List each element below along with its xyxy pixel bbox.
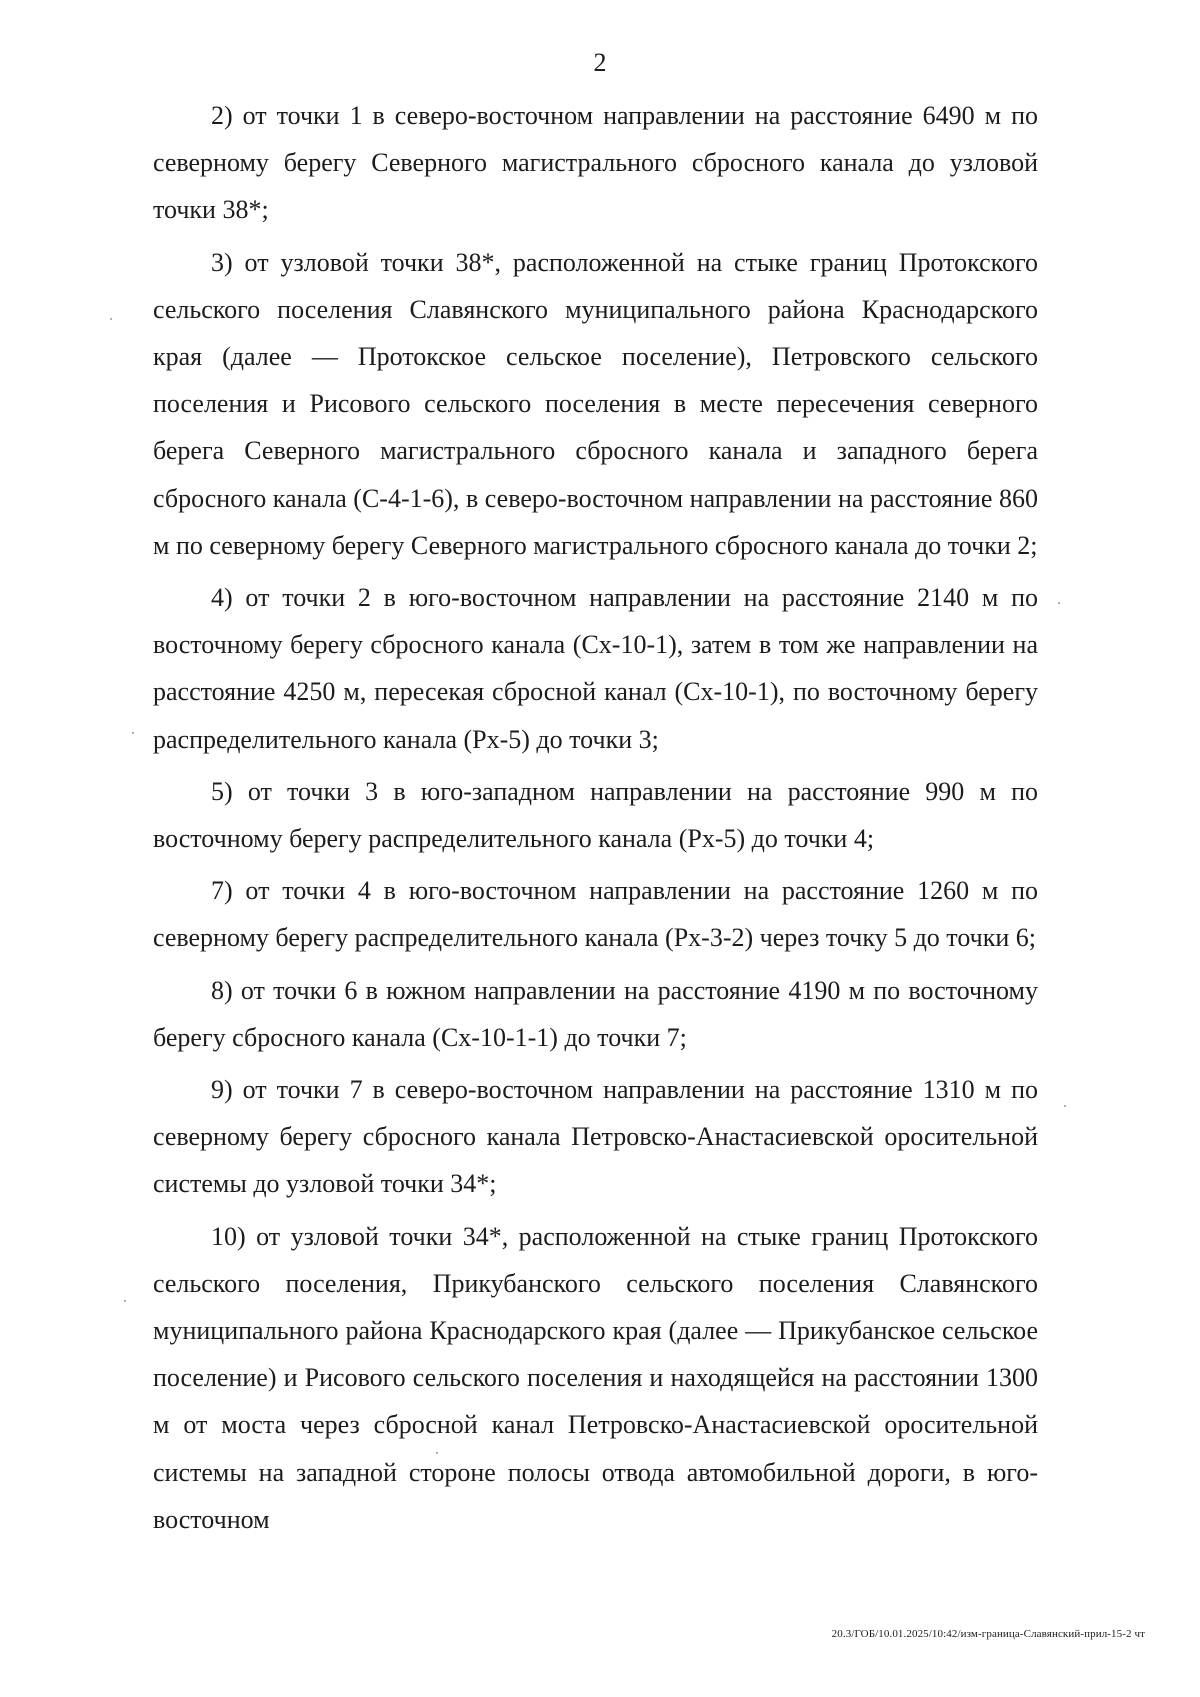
scan-speck — [124, 1300, 126, 1302]
paragraph-item-9: 9) от точки 7 в северо-восточном направлении на расстояние 1310 м по северному берегу сбросного канала Петровско-Анастасиевской оросительной системы до узловой точки 34*; — [153, 1075, 1038, 1199]
scan-speck — [132, 732, 134, 734]
footer-code: 20.3/ГОБ/10.01.2025/10:42/изм-граница-Славянский-прил-15-2 чт — [831, 1628, 1145, 1640]
scan-speck — [1064, 1105, 1066, 1107]
scan-speck — [110, 318, 112, 320]
scan-speck — [436, 1452, 438, 1454]
paragraph-item-7: 7) от точки 4 в юго-восточном направлении на расстояние 1260 м по северному берегу распределительного канала (Рх-3-2) через точку 5 до точки 6; — [153, 876, 1038, 953]
document-body — [153, 92, 1038, 1548]
scan-speck — [1058, 602, 1060, 604]
paragraph-item-10: 10) от узловой точки 34*, расположенной на стыке границ Протокского сельского поселения, Прикубанского сельского поселения Славянского муниципального района Краснодарского края (далее — Прикубанское сельское поселение) и Рисового сельского поселения и находящейся на расстоянии 1300 м от моста через сбросной канал Петровско-Анастасиевской оросительной системы на западной стороне полосы отвода автомобильной дороги, в юго-восточном — [153, 1221, 1038, 1534]
paragraph-item-5: 5) от точки 3 в юго-западном направлении на расстояние 990 м по восточному берегу распределительного канала (Рх-5) до точки 4; — [153, 776, 1038, 854]
page-number: 2 — [593, 48, 607, 77]
paragraph-item-3: 3) от узловой точки 38*, расположенной на стыке границ Протокского сельского поселения Славянского муниципального района Краснодарского края (далее — Протокское сельское поселение), Петровского сельского поселения и Рисового сельского поселения в месте пересечения северного берега Северного магистрального сбросного канала и западного берега сбросного канала (С-4-1-6), в северо-восточном направлении на расстояние 860 м по северному берегу Северного магистрального сбросного канала до точки 2; — [153, 247, 1038, 560]
paragraph-item-4: 4) от точки 2 в юго-восточном направлении на расстояние 2140 м по восточному берегу сбросного канала (Сх-10-1), затем в том же направлении на расстояние 4250 м, пересекая сбросной канал (Сх-10-1), по восточному берегу распределительного канала (Рх-5) до точки 3; — [153, 583, 1038, 754]
paragraph-item-8: 8) от точки 6 в южном направлении на расстояние 4190 м по восточному берегу сбросного канала (Сх-10-1-1) до точки 7; — [153, 975, 1038, 1052]
paragraph-item-2: 2) от точки 1 в северо-восточном направлении на расстояние 6490 м по северному берегу Северного магистрального сбросного канала до узловой точки 38*; — [153, 101, 1038, 225]
